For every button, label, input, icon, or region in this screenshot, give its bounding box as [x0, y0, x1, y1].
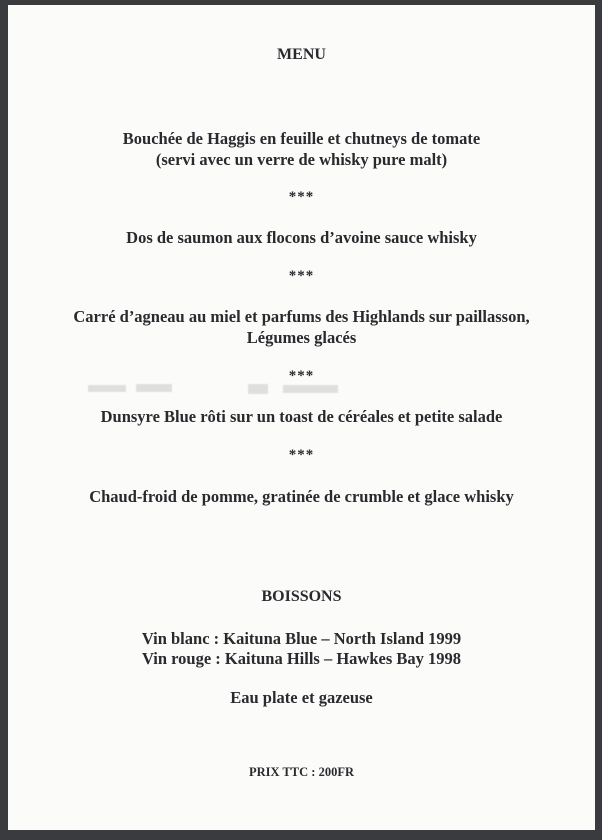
drinks-title: BOISSONS [261, 588, 342, 605]
price-line: PRIX TTC : 200FR [249, 765, 354, 779]
course-1-line-1: Bouchée de Haggis en feuille et chutneys de tomate [122, 129, 481, 148]
course-2-line-1: Dos de saumon aux flocons d’avoine sauce whisky [126, 228, 477, 247]
course-separator-4: *** [288, 447, 315, 463]
course-separator-2: *** [288, 268, 315, 284]
menu-sheet [8, 5, 595, 830]
course-separator-1: *** [288, 189, 315, 205]
course-separator-3: *** [288, 368, 315, 384]
course-5-line-1: Chaud-froid de pomme, gratinée de crumble et glace whisky [89, 487, 514, 506]
water-line: Eau plate et gazeuse [230, 688, 373, 707]
course-4-line-1: Dunsyre Blue rôti sur un toast de céréales et petite salade [100, 407, 503, 426]
wine-white: Vin blanc : Kaituna Blue – North Island 1999 [141, 629, 462, 648]
course-3-line-1: Carré d’agneau au miel et parfums des Highlands sur paillasson, [73, 307, 530, 326]
wine-red: Vin rouge : Kaituna Hills – Hawkes Bay 1998 [141, 649, 462, 668]
menu-title: MENU [277, 46, 326, 63]
course-3-line-2: Légumes glacés [246, 328, 357, 347]
course-1-line-2: (servi avec un verre de whisky pure malt) [155, 150, 448, 169]
show-through-smudge [88, 382, 348, 396]
